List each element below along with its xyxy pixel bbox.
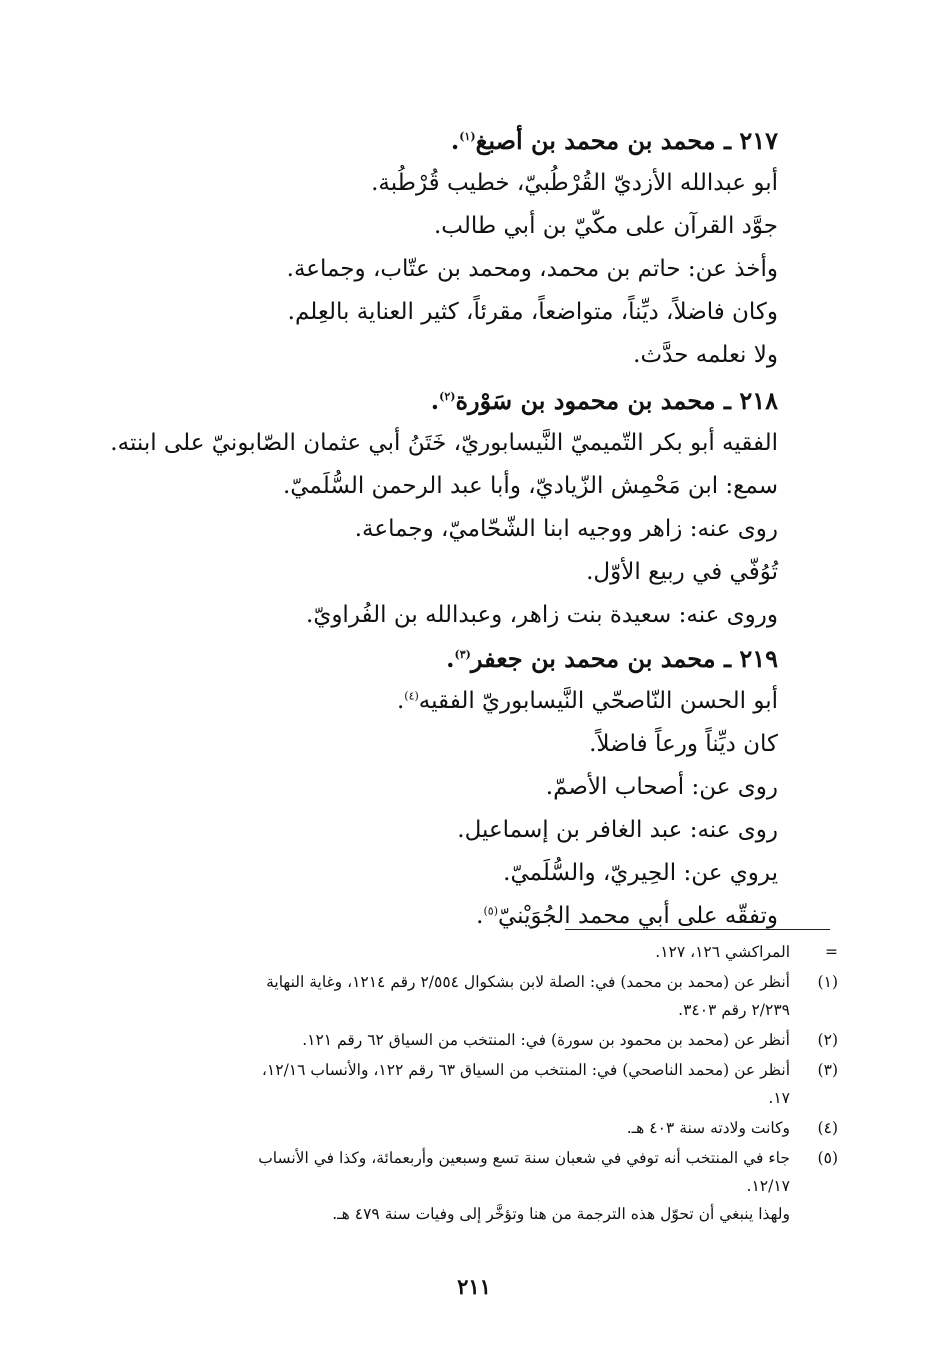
entry-line: وروى عنه: سعيدة بنت زاهر، وعبدالله بن الفُراويّ. bbox=[306, 602, 778, 628]
footnote-text: وكانت ولادته سنة ٤٠٣ هـ. bbox=[626, 1119, 790, 1137]
footnote-text: أنظر عن (محمد الناصحي) في: المنتخب من السياق ٦٣ رقم ١٢٢، والأنساب ١٢/١٦، bbox=[261, 1061, 790, 1079]
footnote-item bbox=[106, 1056, 838, 1112]
footnotes bbox=[106, 938, 838, 1230]
footnote-text: المراكشي ١٢٦، ١٢٧. bbox=[655, 943, 790, 961]
footnote-text: أنظر عن (محمد بن محمود بن سورة) في: المنتخب من السياق ٦٢ رقم ١٢١. bbox=[302, 1031, 790, 1049]
footnote-ref: (٥) bbox=[483, 904, 498, 918]
entry-line: ولا نعلمه حدَّث. bbox=[633, 342, 778, 368]
footnote-text: ١٢/١٧. bbox=[746, 1177, 790, 1195]
footnote-ref: (١) bbox=[459, 130, 476, 143]
footnote-item bbox=[106, 938, 838, 966]
footnote-text: ولهذا ينبغي أن تحوّل هذه الترجمة من هنا وتؤخَّر إلى وفيات سنة ٤٧٩ هـ. bbox=[332, 1205, 790, 1223]
footnote-ref: (٢) bbox=[439, 390, 456, 403]
footnote-number: = bbox=[825, 943, 838, 961]
footnote-number: (٢) bbox=[817, 1031, 838, 1049]
entry-line: وأخذ عن: حاتم بن محمد، ومحمد بن عتّاب، وجماعة. bbox=[286, 256, 778, 282]
entry-line: وكان فاضلاً، ديِّناً، متواضعاً، مقرئاً، كثير العناية بالعِلم. bbox=[287, 299, 778, 325]
entry-heading: ٢١٩ ـ محمد بن محمد بن جعفر$^{(٣)}$. bbox=[446, 644, 778, 673]
footnote-text: جاء في المنتخب أنه توفي في شعبان سنة تسع وسبعين وأربعمائة، وكذا في الأنساب bbox=[258, 1149, 790, 1167]
entry-line: جوَّد القرآن على مكّيّ بن أبي طالب. bbox=[433, 213, 778, 239]
footnote-item bbox=[106, 1114, 838, 1142]
footnote-ref: (٣) bbox=[454, 648, 471, 661]
entry-line: تُوُفّي في ربيع الأوّل. bbox=[586, 559, 778, 585]
entry-heading: ٢١٧ ـ محمد بن محمد بن أصبغ$^{(١)}$. bbox=[450, 126, 778, 155]
footnote-number: (٤) bbox=[817, 1119, 838, 1137]
entry-line: أبو الحسن النّاصحّي النَّيسابوريّ الفقيه$^{(٤)}$. bbox=[396, 688, 778, 714]
footnote-item bbox=[106, 1026, 838, 1054]
entry-line: روى عنه: زاهر ووجيه ابنا الشّحّاميّ، وجماعة. bbox=[354, 516, 778, 542]
entry-line: وتفقّه على أبي محمد الجُوَيْنيّ$^{(٥)}$. bbox=[476, 903, 778, 929]
entry-line: الفقيه أبو بكر التّميميّ النَّيسابوريّ، خَتَنُ أبي عثمان الصّابونيّ على ابنته. bbox=[110, 430, 778, 456]
footnote-item bbox=[106, 1144, 838, 1228]
footnote-ref: (٤) bbox=[404, 689, 419, 703]
entry-line: سمع: ابن مَحْمِش الزّياديّ، وأبا عبد الرحمن السُّلَميّ. bbox=[282, 473, 778, 499]
footnote-item bbox=[106, 968, 838, 1024]
entry-219 bbox=[78, 637, 778, 938]
entry-line: أبو عبدالله الأزديّ القُرْطُبيّ، خطيب قُرْطُبة. bbox=[371, 170, 778, 196]
entry-line: روى عنه: عبد الغافر بن إسماعيل. bbox=[457, 817, 778, 843]
entry-line: يروي عن: الحِيريّ، والسُّلَميّ. bbox=[503, 860, 778, 886]
entry-line: روى عن: أصحاب الأصمّ. bbox=[545, 774, 778, 800]
footnote-text: ٢/٢٣٩ رقم ٣٤٠٣. bbox=[678, 1001, 790, 1019]
footnote-number: (١) bbox=[817, 973, 838, 991]
entry-heading: ٢١٨ ـ محمد بن محمود بن سَوْرة$^{(٢)}$. bbox=[430, 386, 778, 415]
footnote-text: ١٧. bbox=[768, 1089, 790, 1107]
entry-line: كان ديِّناً ورعاً فاضلاً. bbox=[589, 731, 778, 757]
entry-217 bbox=[78, 119, 778, 377]
page-number: ٢١١ bbox=[457, 1274, 491, 1299]
footnote-number: (٣) bbox=[817, 1061, 838, 1079]
footnote-text: أنظر عن (محمد بن محمد) في: الصلة لابن بشكوال ٢/٥٥٤ رقم ١٢١٤، وغاية النهاية bbox=[266, 973, 790, 991]
footnote-number: (٥) bbox=[817, 1149, 838, 1167]
entry-218 bbox=[78, 379, 778, 637]
footnote-separator bbox=[565, 929, 830, 930]
